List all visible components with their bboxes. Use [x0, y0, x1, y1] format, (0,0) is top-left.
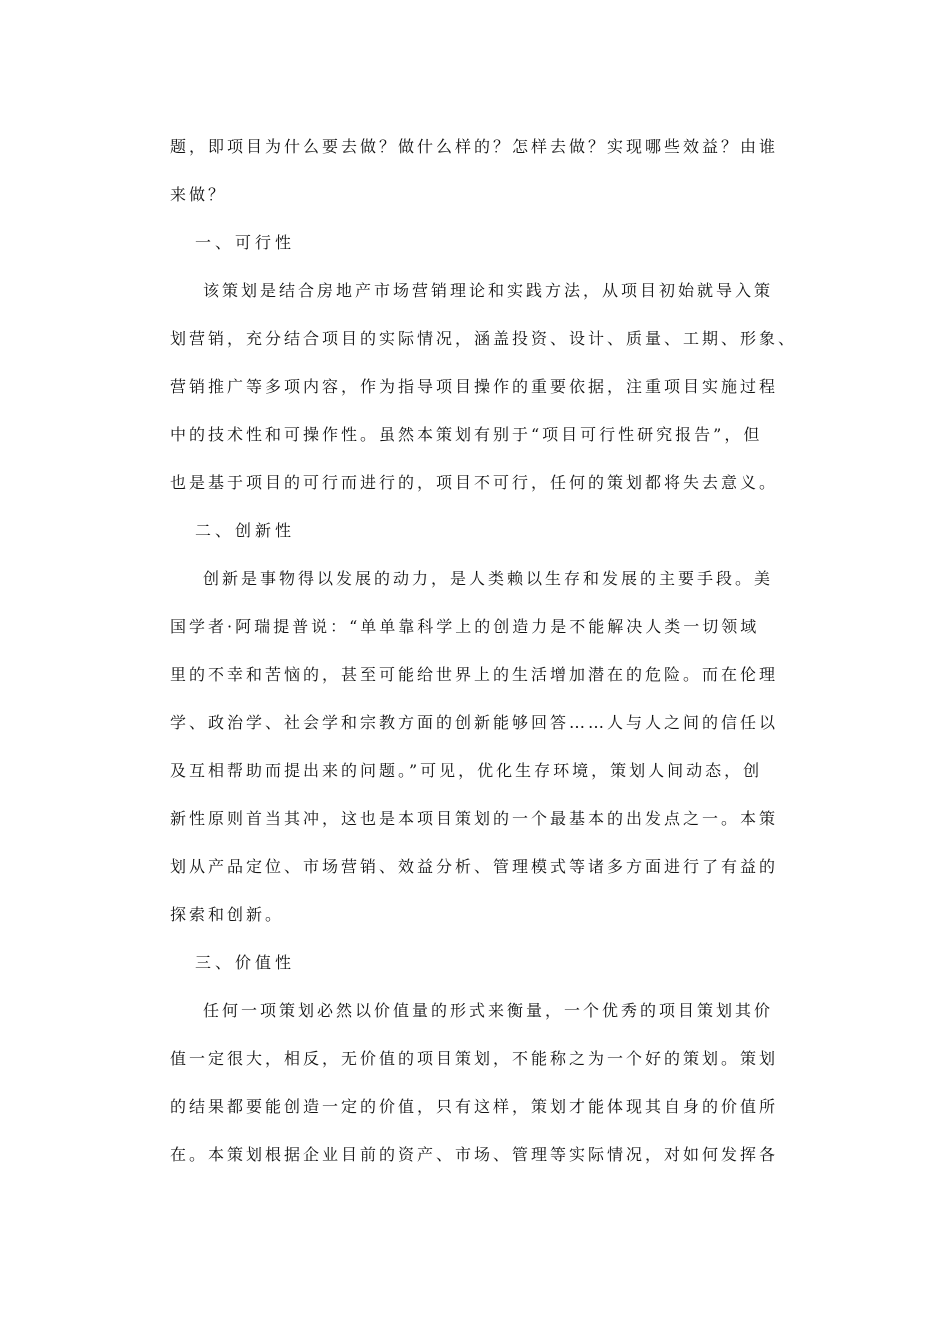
- body-line: 国学者·阿瑞提普说：“单单靠科学上的创造力是不能解决人类一切领域: [170, 617, 760, 636]
- paragraph-first-line: 该策划是结合房地产市场营销理论和实践方法，从项目初始就导入策: [203, 281, 774, 300]
- section-heading-innovation: 二、创新性: [195, 521, 296, 540]
- body-line: 探索和创新。: [170, 905, 285, 924]
- paragraph-first-line: 任何一项策划必然以价值量的形式来衡量，一个优秀的项目策划其价: [203, 1001, 774, 1020]
- section-heading-value: 三、价值性: [195, 953, 296, 972]
- body-line: 及互相帮助而提出来的问题。”可见，优化生存环境，策划人间动态，创: [170, 761, 763, 780]
- paragraph-first-line: 创新是事物得以发展的动力，是人类赖以生存和发展的主要手段。美: [203, 569, 774, 588]
- body-line: 来做？: [170, 185, 228, 204]
- body-line: 也是基于项目的可行而进行的，项目不可行，任何的策划都将失去意义。: [170, 473, 779, 492]
- body-line: 营销推广等多项内容，作为指导项目操作的重要依据，注重项目实施过程: [170, 377, 779, 396]
- body-line: 新性原则首当其冲，这也是本项目策划的一个最基本的出发点之一。本策: [170, 809, 779, 828]
- body-line: 中的技术性和可操作性。虽然本策划有别于“项目可行性研究报告”，但: [170, 425, 763, 444]
- body-line: 学、政治学、社会学和宗教方面的创新能够回答……人与人之间的信任以: [170, 713, 779, 732]
- section-heading-feasibility: 一、可行性: [195, 233, 296, 252]
- body-line: 的结果都要能创造一定的价值，只有这样，策划才能体现其自身的价值所: [170, 1097, 779, 1116]
- body-line: 题，即项目为什么要去做？做什么样的？怎样去做？实现哪些效益？由谁: [170, 137, 779, 156]
- body-line: 里的不幸和苦恼的，甚至可能给世界上的生活增加潜在的危险。而在伦理: [170, 665, 779, 684]
- body-line: 划从产品定位、市场营销、效益分析、管理模式等诸多方面进行了有益的: [170, 857, 779, 876]
- body-line: 划营销，充分结合项目的实际情况，涵盖投资、设计、质量、工期、形象、: [170, 329, 798, 348]
- body-line: 在。本策划根据企业目前的资产、市场、管理等实际情况，对如何发挥各: [170, 1145, 779, 1164]
- body-line: 值一定很大，相反，无价值的项目策划，不能称之为一个好的策划。策划: [170, 1049, 779, 1068]
